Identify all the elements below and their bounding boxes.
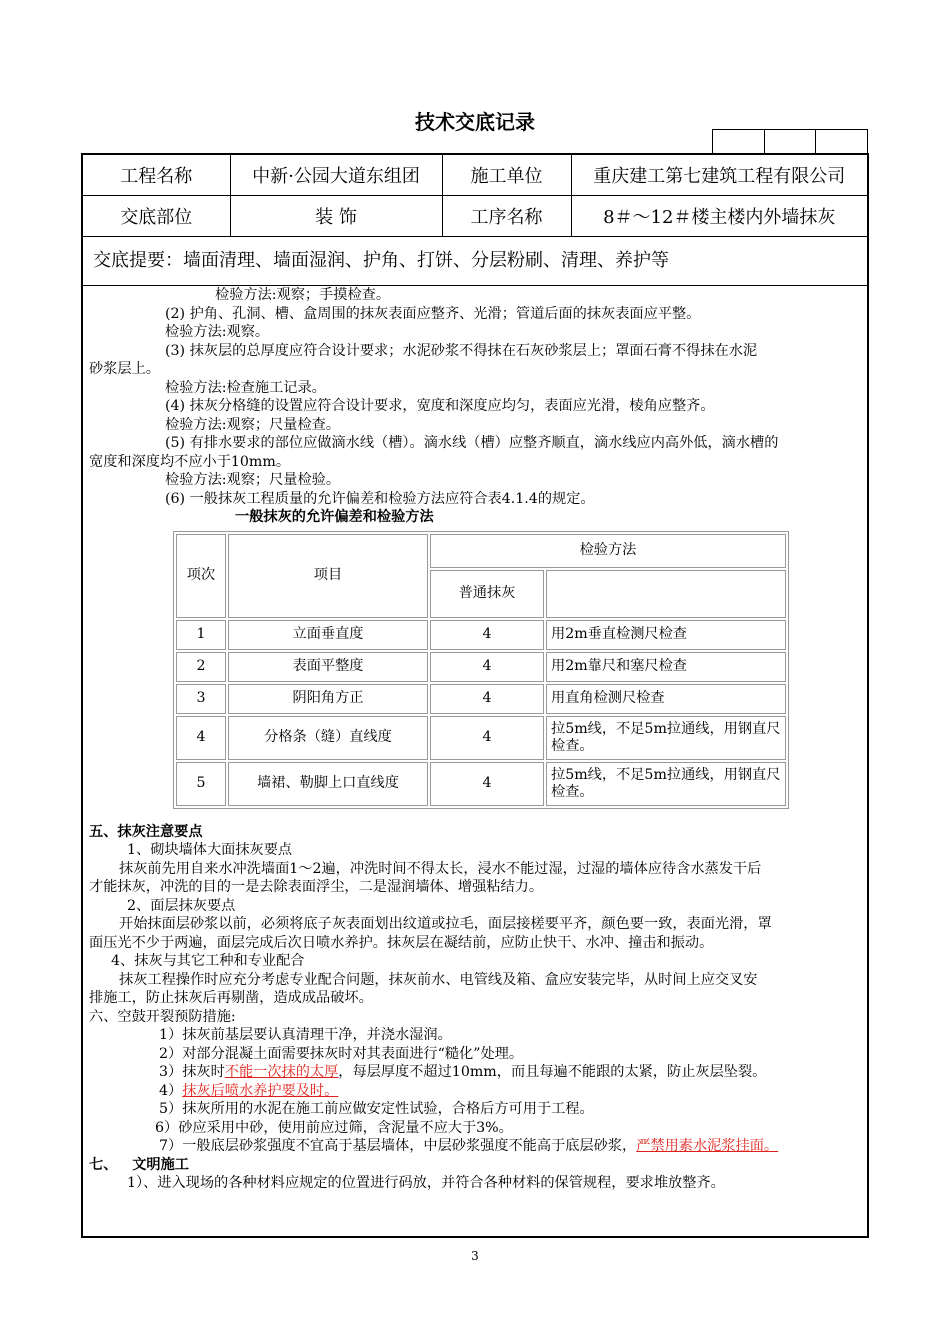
text-line: (4) 抹灰分格缝的设置应符合设计要求，宽度和深度应均匀，表面应光滑，棱角应整齐。 <box>165 398 715 414</box>
text-line: 2、面层抹灰要点 <box>127 897 236 914</box>
project-value: 中新·公园大道东组团 <box>230 155 442 196</box>
text-part: 4） <box>159 1082 183 1099</box>
row-value: 4 <box>430 652 544 682</box>
signature-boxes <box>712 129 868 153</box>
text-line: 检验方法:观察；尺量检查。 <box>165 416 341 433</box>
text-line: 5）抹灰所用的水泥在施工前应做安定性试验，合格后方可用于工程。 <box>159 1101 594 1117</box>
row-method: 用直角检测尺检查 <box>546 684 786 714</box>
row-item: 分格条（缝）直线度 <box>228 716 428 760</box>
row-item: 表面平整度 <box>228 652 428 682</box>
col-header-blank <box>546 570 786 618</box>
row-no: 2 <box>176 652 226 682</box>
text-line: 面压光不少于两遍，面层完成后次日喷水养护。抹灰层在凝结前，应防止快干、水冲、撞击和振动。 <box>89 934 714 951</box>
part-value: 装 饰 <box>230 196 442 237</box>
text-line: 抹灰前先用自来水冲洗墙面1～2遍，冲洗时间不得太长，浸水不能过湿，过湿的墙体应待含水蒸发干后 <box>119 860 762 877</box>
row-value: 4 <box>430 684 544 714</box>
text-line: (5) 有排水要求的部位应做滴水线（槽）。滴水线（槽）应整齐顺直，滴水线应内高外低，滴水槽的 <box>165 435 779 451</box>
highlight-text: 抹灰后喷水养护要及时。 <box>182 1082 339 1099</box>
text-line: 1、砌块墙体大面抹灰要点 <box>127 842 293 858</box>
highlight-text: 不能一次抹的太厚 <box>224 1064 339 1080</box>
text-part: 3）抹灰时 <box>159 1064 225 1080</box>
section-heading: 五、抹灰注意要点 <box>89 823 203 840</box>
text-line: 检验方法:观察；手摸检查。 <box>215 287 391 303</box>
deviation-table <box>173 531 789 809</box>
contractor-value: 重庆建工第七建筑工程有限公司 <box>571 155 867 196</box>
row-item: 立面垂直度 <box>228 620 428 650</box>
text-line <box>89 1063 859 1082</box>
header-table <box>83 155 867 237</box>
section-heading: 七、 文明施工 <box>89 1156 189 1173</box>
contractor-label: 施工单位 <box>442 155 571 196</box>
text-part: 7）一般底层砂浆强度不宜高于基层墙体，中层砂浆强度不能高于底层砂浆， <box>159 1138 637 1154</box>
row-method: 拉5m线，不足5m拉通线，用钢直尺检查。 <box>546 762 786 806</box>
row-method: 拉5m线，不足5m拉通线，用钢直尺检查。 <box>546 716 786 760</box>
text-line: 1）抹灰前基层要认真清理干净，并浇水湿润。 <box>159 1027 452 1043</box>
row-value: 4 <box>430 620 544 650</box>
table-row <box>176 620 786 650</box>
page-number: 3 <box>471 1249 479 1263</box>
text-line: 2）对部分混凝土面需要抹灰时对其表面进行“糙化”处理。 <box>159 1045 524 1062</box>
row-no: 4 <box>176 716 226 760</box>
text-line: 检验方法:观察。 <box>165 324 270 340</box>
row-no: 3 <box>176 684 226 714</box>
table-title: 一般抹灰的允许偏差和检验方法 <box>235 509 434 525</box>
text-part: ，每层厚度不超过10mm，而且每遍不能跟的太紧，防止灰层坠裂。 <box>338 1064 767 1080</box>
text-line <box>89 1082 859 1101</box>
text-line: (2) 护角、孔洞、槽、盒周围的抹灰表面应整齐、光滑；管道后面的抹灰表面应平整。 <box>165 305 701 322</box>
text-line: (6) 一般抹灰工程质量的允许偏差和检验方法应符合表4.1.4的规定。 <box>165 490 595 507</box>
record-form <box>81 153 869 1238</box>
highlight-text: 严禁用素水泥浆挂面。 <box>636 1138 779 1154</box>
text-line: 才能抹灰，冲洗的目的一是去除表面浮尘，二是湿润墙体、增强粘结力。 <box>89 879 544 895</box>
text-line: 排施工，防止抹灰后再剔凿，造成成品破坏。 <box>89 990 373 1006</box>
text-line <box>89 1137 859 1156</box>
text-line: 砂浆层上。 <box>89 361 160 377</box>
part-label: 交底部位 <box>83 196 230 237</box>
text-line: 检验方法:检查施工记录。 <box>165 379 326 396</box>
col-header-normal: 普通抹灰 <box>430 570 544 618</box>
document-title: 技术交底记录 <box>415 110 535 134</box>
row-method: 用2m靠尺和塞尺检查 <box>546 652 786 682</box>
table-row <box>176 716 786 760</box>
section-heading: 六、空鼓开裂预防措施: <box>89 1008 236 1025</box>
table-row <box>176 762 786 806</box>
row-method: 用2m垂直检测尺检查 <box>546 620 786 650</box>
row-no: 1 <box>176 620 226 650</box>
table-row <box>176 684 786 714</box>
text-line: 开始抹面层砂浆以前，必须将底子灰表面划出纹道或拉毛，面层接槎要平齐，颜色要一致，表面光滑，罩 <box>119 916 772 932</box>
text-line: 4、抹灰与其它工种和专业配合 <box>111 953 305 969</box>
row-no: 5 <box>176 762 226 806</box>
row-value: 4 <box>430 716 544 760</box>
row-item: 墙裙、勒脚上口直线度 <box>228 762 428 806</box>
text-line: 6）砂应采用中砂，使用前应过筛，含泥量不应大于3%。 <box>155 1119 513 1136</box>
col-header-no: 项次 <box>176 534 226 618</box>
col-header-item: 项目 <box>228 534 428 618</box>
process-label: 工序名称 <box>442 196 571 237</box>
text-line: 宽度和深度均不应小于10mm。 <box>89 453 291 470</box>
row-value: 4 <box>430 762 544 806</box>
document-body <box>83 286 867 1193</box>
col-header-method: 检验方法 <box>430 534 786 568</box>
summary-line: 交底提要：墙面清理、墙面湿润、护角、打饼、分层粉刷、清理、养护等 <box>83 237 867 286</box>
process-value: 8＃～12＃楼主楼内外墙抹灰 <box>571 196 867 237</box>
project-label: 工程名称 <box>83 155 230 196</box>
text-line: 抹灰工程操作时应充分考虑专业配合问题，抹灰前水、电管线及箱、盒应安装完毕，从时间上应交叉安 <box>119 971 758 988</box>
text-line: 1）、进入现场的各种材料应规定的位置进行码放，并符合各种材料的保管规程，要求堆放整齐。 <box>127 1175 725 1191</box>
row-item: 阴阳角方正 <box>228 684 428 714</box>
text-line: (3) 抹灰层的总厚度应符合设计要求；水泥砂浆不得抹在石灰砂浆层上；罩面石膏不得抹在水泥 <box>165 342 758 359</box>
text-line: 检验方法:观察；尺量检验。 <box>165 472 341 488</box>
table-row <box>176 652 786 682</box>
